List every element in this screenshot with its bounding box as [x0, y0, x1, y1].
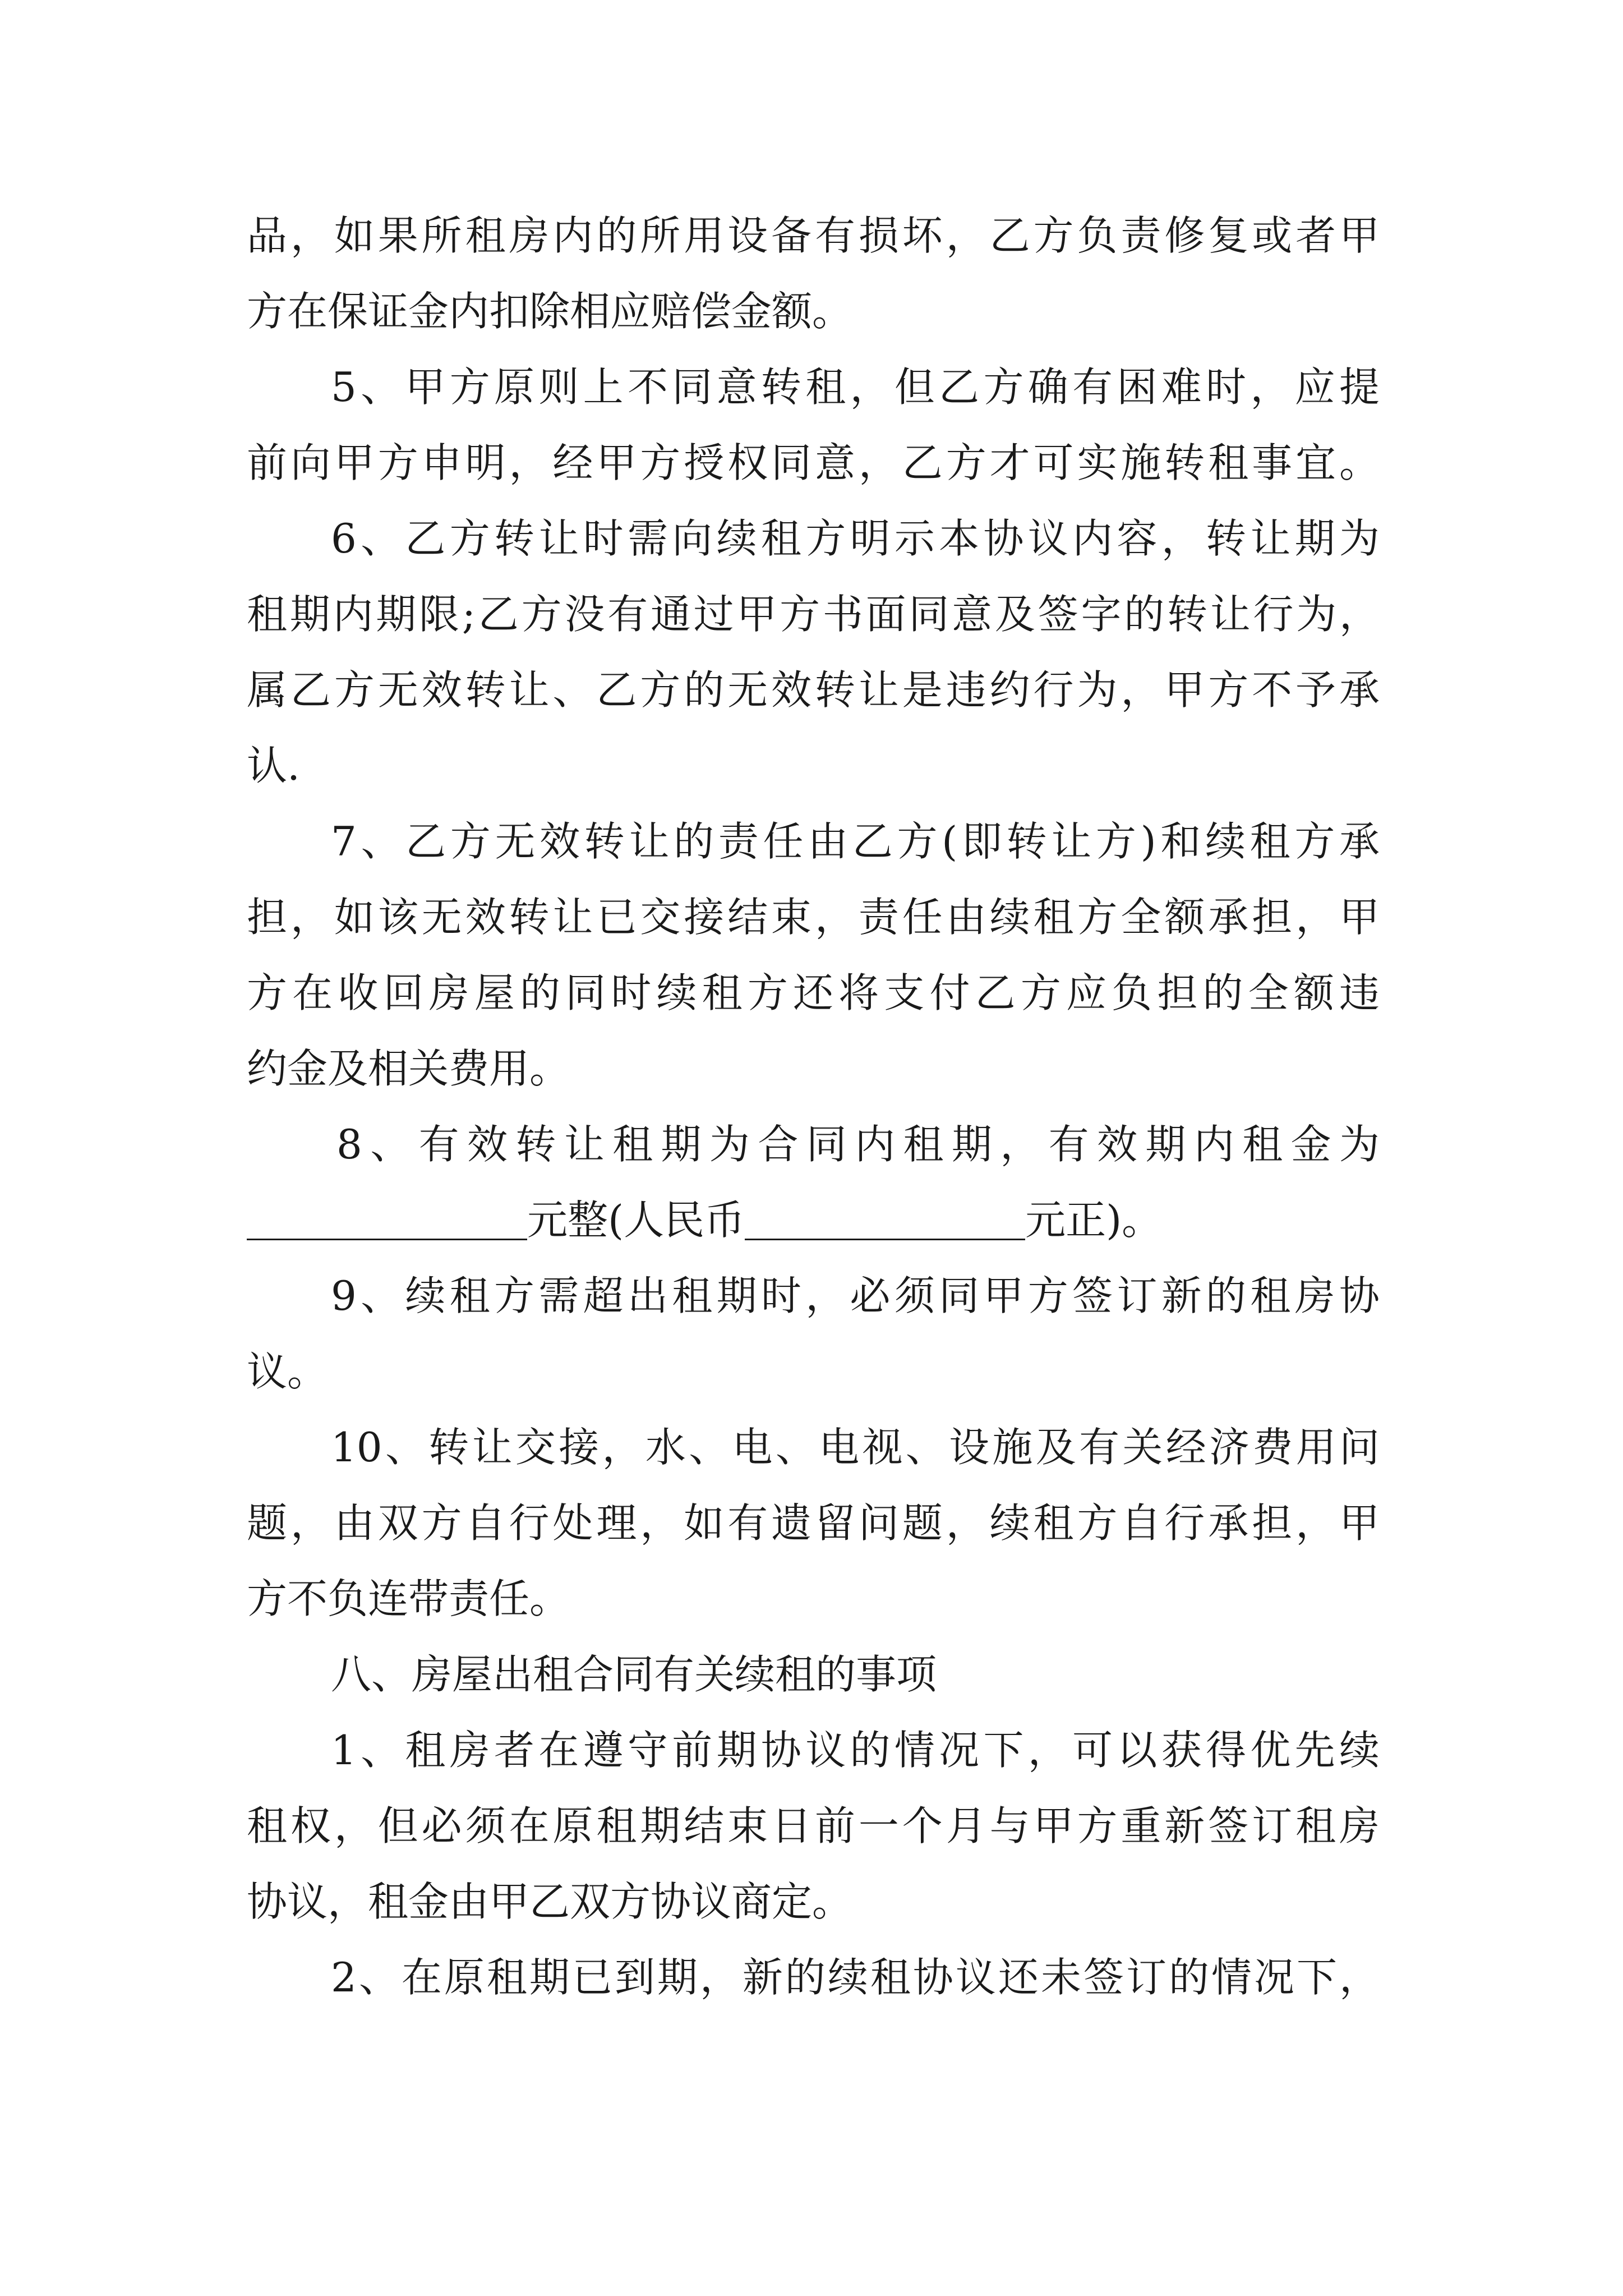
- text-line: 6、乙方转让时需向续租方明示本协议内容，转让期为: [331, 515, 1380, 562]
- text-line: 租期内期限;乙方没有通过甲方书面同意及签字的转让行为，: [247, 591, 1380, 638]
- text-line: 议。: [247, 1348, 328, 1395]
- text-line: 约金及相关费用。: [247, 1045, 570, 1092]
- rent-amount-blank[interactable]: [247, 1199, 527, 1240]
- text-line: 担，如该无效转让已交接结束，责任由续租方全额承担，甲: [247, 894, 1380, 941]
- text-line: 5、甲方原则上不同意转租，但乙方确有困难时，应提: [331, 364, 1380, 411]
- text-line: 题，由双方自行处理，如有遗留问题，续租方自行承担，甲: [247, 1499, 1380, 1547]
- rent-amount-text-2: 元正)。: [1025, 1197, 1163, 1244]
- rent-amount-text-1: 元整(人民币: [527, 1197, 745, 1244]
- section-heading: 八、房屋出租合同有关续租的事项: [331, 1651, 937, 1698]
- text-line: 认.: [247, 742, 300, 789]
- text-line: 品，如果所租房内的所用设备有损坏，乙方负责修复或者甲: [247, 212, 1380, 259]
- rent-amount-rmb-blank[interactable]: [745, 1199, 1025, 1240]
- text-line: 协议，租金由甲乙双方协议商定。: [247, 1878, 853, 1925]
- text-line: 2、在原租期已到期，新的续租协议还未签订的情况下，: [331, 1954, 1380, 2001]
- text-line: 方不负连带责任。: [247, 1575, 570, 1622]
- text-line: 9、续租方需超出租期时，必须同甲方签订新的租房协: [331, 1272, 1380, 1319]
- text-line: 方在保证金内扣除相应赔偿金额。: [247, 288, 853, 335]
- text-line: 属乙方无效转让、乙方的无效转让是违约行为，甲方不予承: [247, 666, 1380, 714]
- rent-amount-line: [247, 1192, 1380, 1248]
- text-line: 8、有效转让租期为合同内租期，有效期内租金为: [336, 1121, 1380, 1168]
- text-line: 10、转让交接，水、电、电视、设施及有关经济费用问: [331, 1424, 1380, 1471]
- text-line: 1、租房者在遵守前期协议的情况下，可以获得优先续: [331, 1727, 1380, 1774]
- text-line: 前向甲方申明，经甲方授权同意，乙方才可实施转租事宜。: [247, 439, 1380, 486]
- text-line: 7、乙方无效转让的责任由乙方(即转让方)和续租方承: [331, 818, 1380, 865]
- text-line: 租权，但必须在原租期结束日前一个月与甲方重新签订租房: [247, 1802, 1380, 1849]
- text-line: 方在收回房屋的同时续租方还将支付乙方应负担的全额违: [247, 969, 1380, 1016]
